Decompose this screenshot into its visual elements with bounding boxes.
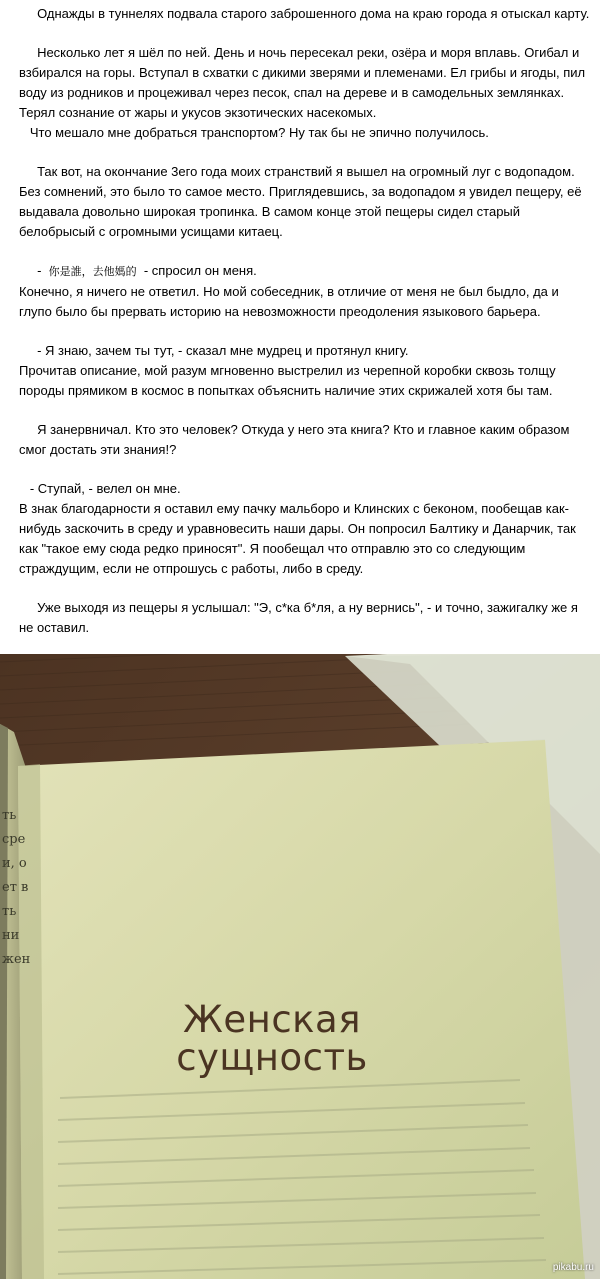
dash-prefix: - bbox=[19, 263, 49, 278]
story-paragraph-12: Уже выходя из пещеры я услышал: "Э, с*ка б*ля, а ну вернись", - и точно, зажигалку же я не оставил. bbox=[19, 600, 582, 635]
left-page-fragments bbox=[2, 804, 30, 972]
book-photo-drawing bbox=[0, 654, 600, 1279]
chinese-question: 你是誰，去他媽的 bbox=[48, 266, 137, 278]
story-paragraph-10: - Ступай, - велел он мне. bbox=[19, 481, 181, 496]
dash-suffix: - спросил он меня. bbox=[136, 263, 257, 278]
left-fragment: ть bbox=[2, 808, 17, 823]
story-paragraph-7: - Я знаю, зачем ты тут, - сказал мне мудрец и протянул книгу. bbox=[19, 343, 409, 358]
left-fragment: сре bbox=[2, 832, 26, 847]
story-paragraph-1: Однажды в туннелях подвала старого заброшенного дома на краю города я отыскал карту. bbox=[19, 6, 590, 21]
book-title-line-2: сущность bbox=[176, 1036, 368, 1079]
watermark: pikabu.ru bbox=[552, 1262, 594, 1273]
left-fragment: ет в bbox=[2, 880, 29, 895]
left-fragment: жен bbox=[2, 952, 31, 967]
left-fragment: ни bbox=[2, 928, 20, 943]
book-title-line-1: Женская bbox=[183, 998, 361, 1041]
story-paragraph-4: Так вот, на окончание 3его года моих странствий я вышел на огромный луг с водопадом. Без сомнений, это было то самое место. Приглядевшись, за водопадом я увидел пещеру, её выдавала довольно широкая тропинка. В самом конце этой пещеры сидел старый белобрысый с огромными усищами китаец. bbox=[19, 164, 586, 239]
left-fragment: ть bbox=[2, 904, 17, 919]
story-paragraph-2: Несколько лет я шёл по ней. День и ночь пересекал реки, озёра и моря вплавь. Огибал и взбирался на горы. Вступал в схватки с дикими зверями и племенами. Ел грибы и ягоды, пил воду из родников и процеживал через песок, спал на дереве и в самодельных землянках. Терял сознание от жары и укусов экзотических насекомых. bbox=[19, 45, 589, 120]
story-paragraph-11: В знак благодарности я оставил ему пачку мальборо и Клинских с беконом, пообещав как-нибудь заскочить в среду и уравновесить наши дары. Он попросил Балтику и Данарчик, так как "такое ему сюда редко приносят". Я пообещал что отправлю это со следующим страждущим, если не отпрошусь с работы, либо в среду. bbox=[19, 501, 580, 576]
story-paragraph-8: Прочитав описание, мой разум мгновенно выстрелил из черепной коробки сквозь толщу породы прямиком в космос в попытках объяснить наличие этих скрижалей хотя бы там. bbox=[19, 363, 560, 398]
story-paragraph-3: Что мешало мне добраться транспортом? Ну так бы не эпично получилось. bbox=[19, 125, 489, 140]
story-paragraph-6: Конечно, я ничего не ответил. Но мой собеседник, в отличие от меня не был быдло, да и глупо было бы прервать историю на невозможности преодоления языкового барьера. bbox=[19, 284, 563, 319]
story-text bbox=[19, 0, 591, 638]
left-fragment: и, о bbox=[2, 856, 27, 871]
book-photo bbox=[0, 654, 600, 1279]
story-paragraph-9: Я занервничал. Кто это человек? Откуда у него эта книга? Кто и главное каким образом смог достать эти знания!? bbox=[19, 422, 574, 457]
story-paragraph-5 bbox=[19, 261, 591, 282]
